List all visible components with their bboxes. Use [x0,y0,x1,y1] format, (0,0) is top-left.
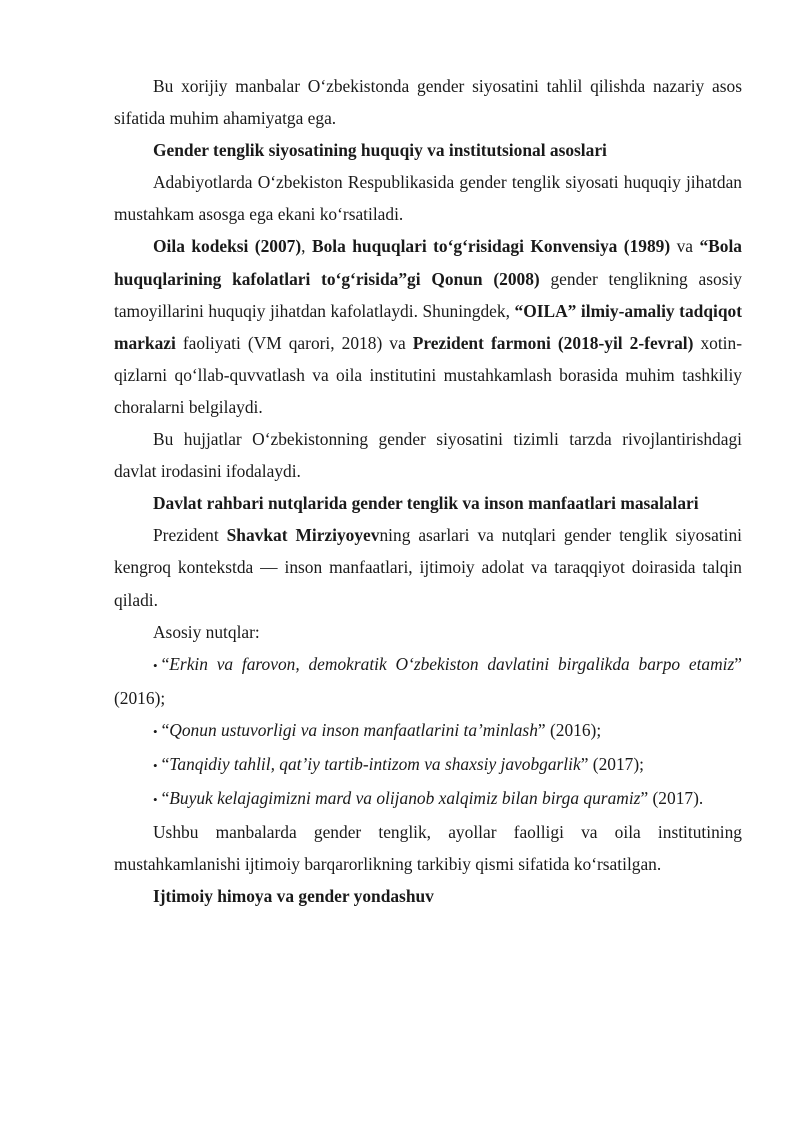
list-item: • “Buyuk kelajagimizni mard va olijanob xalqimiz bilan birga quramiz” (2017). [114,782,742,816]
bullet-icon: • [153,723,158,739]
paragraph-legal-documents: Oila kodeksi (2007), Bola huquqlari to‘g‘risidagi Konvensiya (1989) va “Bola huquqlarining kafolatlari to‘g‘risida”gi Qonun (2008) gender tenglikning asosiy tamoyillarini huquqiy jihatdan kafolatlaydi. Shuningdek, “OILA” ilmiy-amaliy tadqiqot markazi faoliyati (VM qarori, 2018) va Prezident farmoni (2018-yil 2-fevral) xotin-qizlarni qo‘llab-quvvatlash va oila institutini mustahkamlash borasida muhim tashkiliy choralarni belgilaydi. [114,236,742,417]
list-item: • “Tanqidiy tahlil, qat’iy tartib-intizom va shaxsiy javobgarlik” (2017); [114,748,742,782]
paragraph-state-will: Bu hujjatlar O‘zbekistonning gender siyosatini tizimli tarzda rivojlantirishdagi davlat irodasini ifodalaydi. [114,429,742,482]
speech-title: Erkin va farovon, demokratik O‘zbekiston davlatini birgalikda barpo etamiz [169,653,735,674]
speech-title: Tanqidiy tahlil, qat’iy tartib-intizom va shaxsiy javobgarlik [169,753,581,774]
speech-title: Buyuk kelajagimizni mard va olijanob xalqimiz bilan birga quramiz [169,788,641,809]
speech-year: (2016); [545,719,602,740]
document-page [114,70,742,912]
speech-year: (2017). [648,788,704,809]
law-child-guarantees: “Bola huquqlarining kafolatlari to‘g‘risida”gi Qonun (2008) [114,236,742,289]
paragraph-legal-basis: Adabiyotlarda O‘zbekiston Respublikasida gender tenglik siyosati huquqiy jihatdan mustahkam asosga ega ekani ko‘rsatiladi. [114,172,742,225]
paragraph-president: Prezident Shavkat Mirziyoyevning asarlari va nutqlari gender tenglik siyosatini kengroq kontekstda — inson manfaatlari, ijtimoiy adolat va taraqqiyot doirasida talqin qiladi. [114,525,742,610]
paragraph-intro: Bu xorijiy manbalar O‘zbekistonda gender siyosatini tahlil qilishda nazariy asos sifatida muhim ahamiyatga ega. [114,76,742,129]
bullet-icon: • [153,792,158,808]
law-child-rights-convention: Bola huquqlari to‘g‘risidagi Konvensiya (1989) [311,236,671,257]
speech-title: Qonun ustuvorligi va inson manfaatlarini ta’minlash [169,719,538,740]
paragraph-conclusion: Ushbu manbalarda gender tenglik, ayollar faolligi va oila institutining mustahkamlanishi ijtimoiy barqarorlikning tarkibiy qismi sifatida ko‘rsatilgan. [114,822,742,875]
list-item: • “Qonun ustuvorligi va inson manfaatlarini ta’minlash” (2016); [114,714,742,748]
speech-year: (2016); [114,687,166,708]
law-family-code: Oila kodeksi (2007) [153,236,302,257]
bullet-icon: • [153,657,158,673]
presidential-decree: Prezident farmoni (2018-yil 2-fevral) [412,332,694,353]
list-item: • “Erkin va farovon, demokratik O‘zbekiston davlatini birgalikda barpo etamiz” (2016); [114,648,742,714]
section-heading-legal: Gender tenglik siyosatining huquqiy va institutsional asoslari [153,140,607,161]
bullet-icon: • [153,757,158,773]
oila-research-center: “OILA” ilmiy-amaliy tadqiqot markazi [114,300,742,353]
speech-year: (2017); [588,753,644,774]
speech-list [114,648,742,816]
paragraph-main-speeches: Asosiy nutqlar: [153,621,260,642]
section-heading-social: Ijtimoiy himoya va gender yondashuv [153,886,434,907]
president-name: Shavkat Mirziyoyev [226,525,380,546]
section-heading-speeches: Davlat rahbari nutqlarida gender tenglik va inson manfaatlari masalalari [153,493,699,514]
